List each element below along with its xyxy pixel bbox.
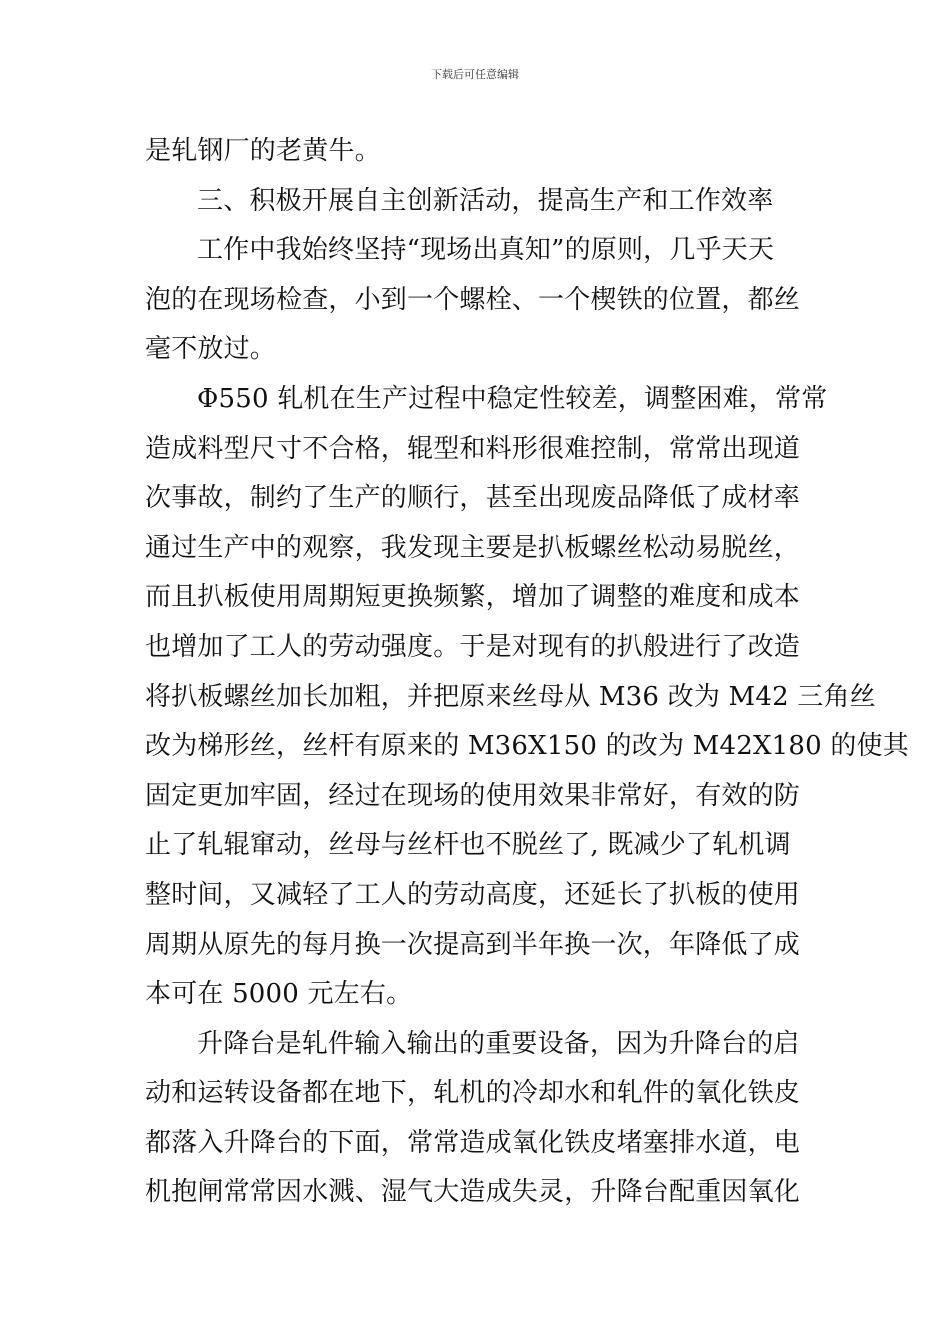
text-line: 动和运转设备都在地下，轧机的冷却水和轧件的氧化铁皮 [145, 1078, 801, 1109]
text-line: 而且扒板使用周期短更换频繁，增加了调整的难度和成本 [145, 582, 801, 613]
text-line: 机抱闸常常因水溅、湿气大造成失灵，升降台配重因氧化 [145, 1177, 801, 1208]
text-line: 本可在 5000 元左右。 [145, 979, 413, 1010]
text-line: 止了轧辊窜动，丝母与丝杆也不脱丝了, 既减少了轧机调 [145, 830, 791, 861]
text-line: 毫不放过。 [145, 334, 277, 365]
text-line: Φ550 轧机在生产过程中稳定性较差，调整困难，常常 [197, 383, 828, 414]
page-header: 下载后可任意编辑 [431, 68, 519, 81]
text-line: 也增加了工人的劳动强度。于是对现有的扒般进行了改造 [145, 631, 801, 662]
text-line: 造成料型尺寸不合格，辊型和料形很难控制，常常出现道 [145, 433, 801, 464]
text-line: 工作中我始终坚持“现场出真知”的原则，几乎天天 [197, 235, 775, 266]
text-line: 整时间，又减轻了工人的劳动高度，还延长了扒板的使用 [145, 879, 801, 910]
text-line: 周期从原先的每月换一次提高到半年换一次，年降低了成 [145, 929, 801, 960]
text-line: 通过生产中的观察，我发现主要是扒板螺丝松动易脱丝， [145, 532, 801, 563]
text-line: 将扒板螺丝加长加粗，并把原来丝母从 M36 改为 M42 三角丝 [145, 681, 876, 712]
text-line: 升降台是轧件输入输出的重要设备，因为升降台的启 [197, 1028, 800, 1059]
text-line: 都落入升降台的下面，常常造成氧化铁皮堵塞排水道，电 [145, 1127, 801, 1158]
text-line: 泡的在现场检查，小到一个螺栓、一个楔铁的位置，都丝 [145, 284, 801, 315]
text-line: 次事故，制约了生产的顺行，甚至出现废品降低了成材率 [145, 483, 801, 514]
document-body [145, 127, 909, 1218]
text-line: 是轧钢厂的老黄牛。 [145, 136, 381, 166]
section-heading: 三、积极开展自主创新活动，提高生产和工作效率 [197, 185, 774, 216]
text-line: 改为梯形丝，丝杆有原来的 M36X150 的改为 M42X180 的使其 [145, 731, 909, 762]
text-line: 固定更加牢固，经过在现场的使用效果非常好，有效的防 [145, 780, 801, 811]
